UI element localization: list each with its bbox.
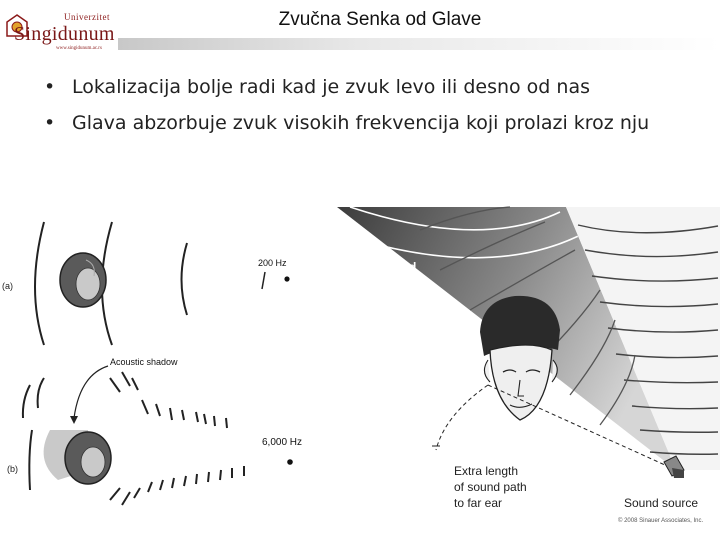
bullet-text: Glava abzorbuje zvuk visokih frekvencija koji prolazi kroz nju (72, 112, 650, 134)
slide-title: Zvučna Senka od Glave (278, 9, 482, 30)
extra-path-arc (436, 385, 488, 450)
bullet-dot-icon: • (44, 112, 56, 134)
panel-a-frequency: 200 Hz (258, 258, 287, 268)
wavefront-a (182, 243, 188, 315)
panel-a (2, 222, 290, 345)
bullet-item (42, 110, 682, 136)
title-underline-bar (118, 38, 720, 50)
head-a-icon (60, 253, 106, 307)
acoustic-shadow-arrow (74, 366, 108, 418)
extra-length-label: to far ear (454, 496, 503, 510)
sound-shadow-label: Sound (379, 260, 417, 274)
panel-b-label: (b) (7, 464, 18, 474)
panel-b-frequency: 6,000 Hz (262, 437, 303, 448)
wavefront-a (262, 272, 265, 289)
bullet-dot-icon: • (44, 76, 56, 98)
head-shadow-figure (0, 200, 720, 540)
logo-url-text: www.singidunum.ac.rs (56, 46, 102, 51)
bullet-list (42, 74, 682, 146)
wavefront-a (35, 222, 44, 345)
copyright-text: © 2008 Sinauer Associates, Inc. (618, 518, 704, 524)
panel-b (7, 357, 302, 505)
bullet-text: Lokalizacija bolje radi kad je zvuk levo ili desno od nas (72, 76, 590, 98)
university-logo (6, 12, 124, 52)
bullet-item (42, 74, 682, 100)
sound-source-label: Sound source (624, 496, 699, 510)
sound-source-b-dot (287, 459, 293, 465)
sound-source-a-dot (284, 276, 289, 281)
logo-univerzitet-text: Univerzitet (64, 12, 110, 22)
acoustic-shadow-label: Acoustic shadow (110, 357, 178, 367)
head-front-icon (480, 296, 560, 420)
extra-length-label: Extra length (454, 464, 519, 478)
logo-name-text: Singidunum (14, 23, 115, 45)
head-b-icon (65, 432, 111, 484)
extra-length-label: of sound path (454, 480, 527, 494)
panel-a-label: (a) (2, 281, 13, 291)
arrowhead-icon (70, 416, 78, 424)
sound-shadow-label: shadow (379, 274, 424, 288)
sound-shadow-diagram (337, 207, 720, 524)
